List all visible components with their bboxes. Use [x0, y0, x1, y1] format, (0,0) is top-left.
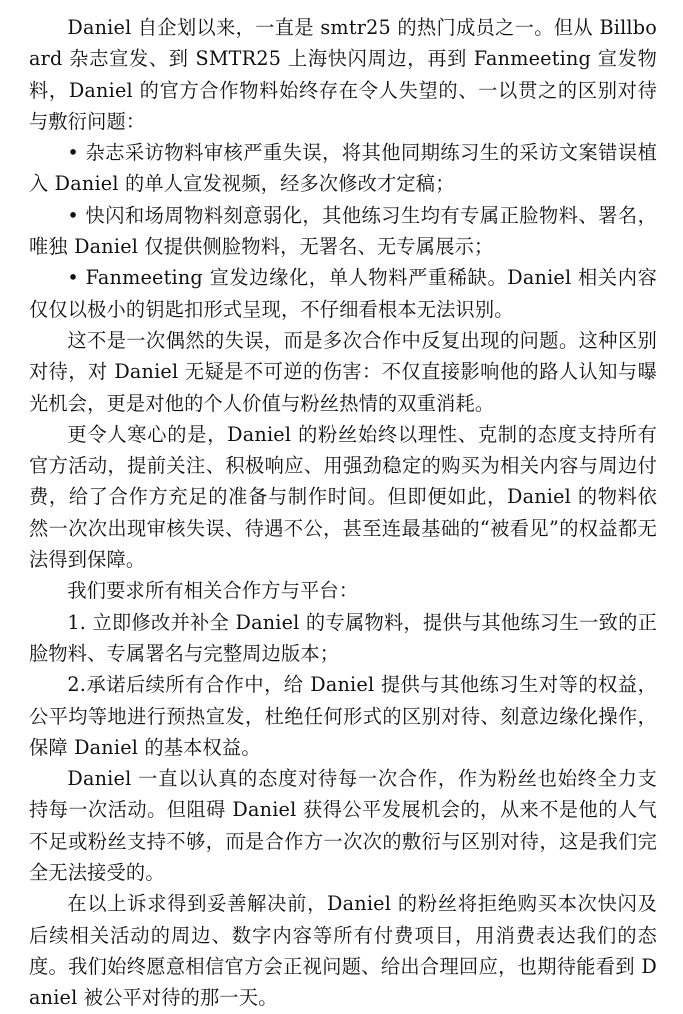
demand-item-2: 2.承诺后续所有合作中，给 Daniel 提供与其他练习生对等的权益，公平均等地进行预热宣发，杜绝任何形式的区别对待、刻意边缘化操作，保障 Daniel 的基本权益。: [29, 673, 657, 759]
issue-item-popup-merch: • 快闪和场周物料刻意弱化，其他练习生均有专属正脸物料、署名，唯独 Daniel 仅提供侧脸物料，无署名、无专属展示；: [29, 203, 657, 259]
impact-paragraph: 这不是一次偶然的失误，而是多次合作中反复出现的问题。这种区别对待，对 Daniel 无疑是不可逆的伤害：不仅直接影响他的路人认知与曝光机会，更是对他的个人价值与粉丝热情的双重消耗。: [29, 328, 657, 415]
intro-paragraph: Daniel 自企划以来，一直是 smtr25 的热门成员之一。但从 Billboard 杂志宣发、到 SMTR25 上海快闪周边，再到 Fanmeeting 宣发物料，Daniel 的官方合作物料始终存在令人失望的、一以贯之的区别对待与敷衍问题：: [29, 16, 657, 133]
issue-item-magazine: • 杂志采访物料审核严重失误，将其他同期练习生的采访文案错误植入 Daniel 的单人宣发视频，经多次修改才定稿；: [29, 141, 657, 196]
attitude-paragraph: Daniel 一直以认真的态度对待每一次合作，作为粉丝也始终全力支持每一次活动。但阻碍 Daniel 获得公平发展机会的，从来不是他的人气不足或粉丝支持不够，而是合作方一次次的敷衍与区别对待，这是我们完全无法接受的。: [29, 767, 657, 885]
fan-support-paragraph: 更令人寒心的是，Daniel 的粉丝始终以理性、克制的态度支持所有官方活动，提前关注、积极响应、用强劲稳定的购买为相关内容与周边付费，给了合作方充足的准备与制作时间。但即便如此，Daniel 的物料依然一次次出现审核失误、待遇不公，甚至连最基础的“被看见”的权益都无法得到保障。: [29, 422, 657, 572]
issue-item-fanmeeting: • Fanmeeting 宣发边缘化，单人物料严重稀缺。Daniel 相关内容仅仅以极小的钥匙扣形式呈现，不仔细看根本无法识别。: [29, 266, 657, 321]
demand-item-1: 1. 立即修改并补全 Daniel 的专属物料，提供与其他练习生一致的正脸物料、专属署名与完整周边版本；: [29, 610, 657, 665]
demands-heading: 我们要求所有相关合作方与平台：: [67, 579, 359, 603]
closing-paragraph: 在以上诉求得到妥善解决前，Daniel 的粉丝将拒绝购买本次快闪及后续相关活动的周边、数字内容等所有付费项目，用消费表达我们的态度。我们始终愿意相信官方会正视问题、给出合理回应，也期待能看到 Daniel 被公平对待的那一天。: [29, 892, 657, 1010]
